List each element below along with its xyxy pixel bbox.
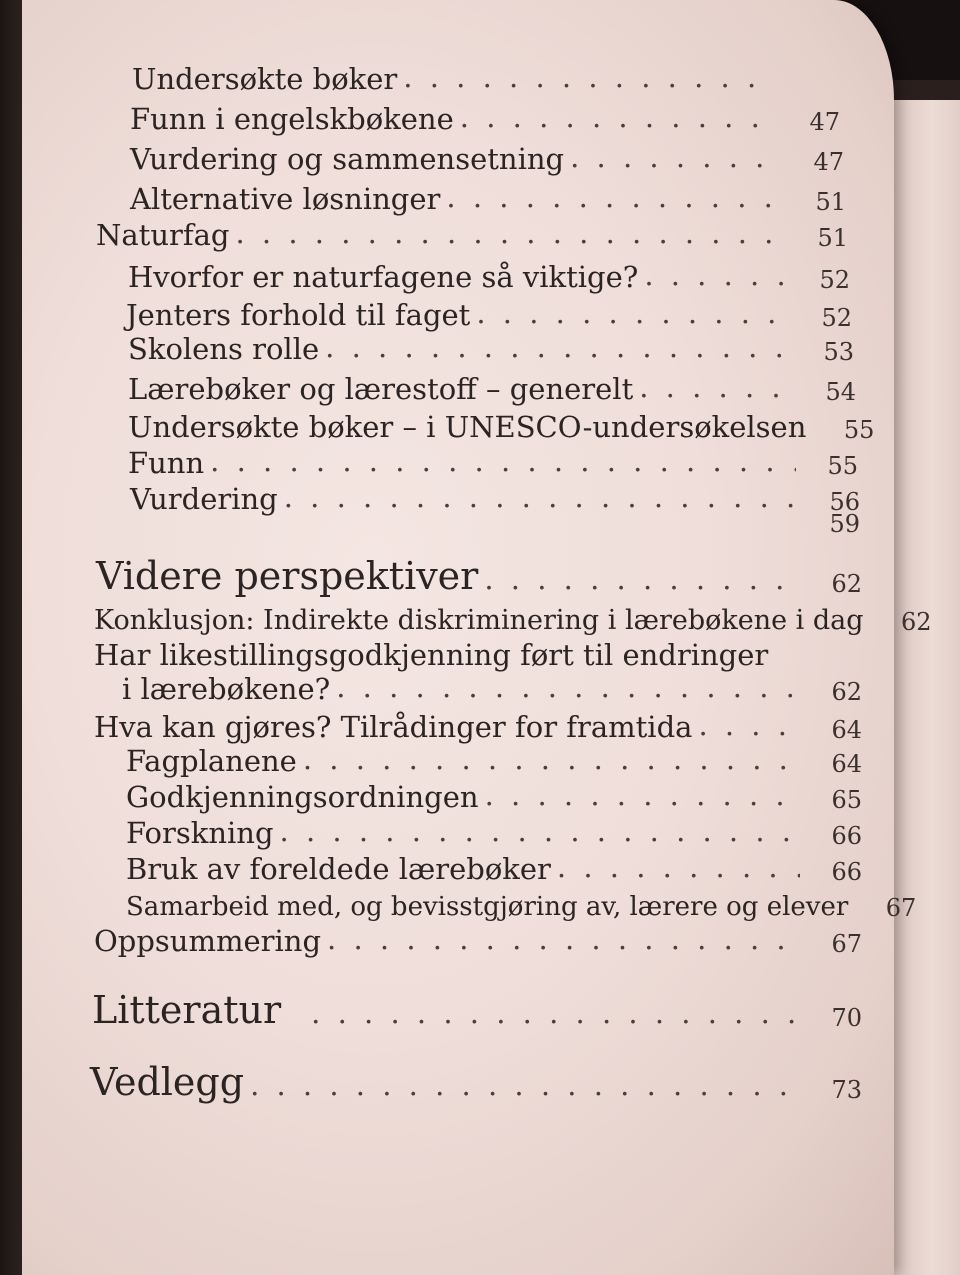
toc-entry-title: Jenters forhold til faget xyxy=(126,298,471,332)
toc-entry-page: 55 xyxy=(843,416,875,444)
toc-entry-title: Litteratur xyxy=(92,988,282,1032)
toc-entry-page: 64 xyxy=(831,716,862,744)
toc-leader-dots xyxy=(210,444,796,478)
toc-leader-dots xyxy=(644,258,788,292)
toc-entry xyxy=(128,440,858,480)
toc-entry-page: 62 xyxy=(831,678,862,706)
toc-leader-dots xyxy=(639,370,794,404)
toc-entry-page: 47 xyxy=(809,108,840,136)
toc-entry-title: Hva kan gjøres? Tilrådinger for framtida xyxy=(94,710,693,744)
toc-entry-title: Godkjenningsordningen xyxy=(126,780,479,814)
toc-entry-title: i lærebøkene? xyxy=(122,672,331,706)
toc-leader-dots xyxy=(250,1068,800,1102)
toc-entry-title: Har likestillingsgodkjenning ført til endringer xyxy=(94,638,769,672)
toc-entry-page: 64 xyxy=(831,750,862,778)
toc-leader-dots xyxy=(446,180,784,214)
toc-entry-title: Samarbeid med, og bevisstgjøring av, lærere og elever xyxy=(126,892,849,922)
toc-entry xyxy=(128,254,850,294)
toc-leader-dots xyxy=(311,996,800,1030)
toc-entry-page: 56 xyxy=(829,488,860,516)
toc-entry xyxy=(128,404,875,444)
toc-entry-page: 70 xyxy=(831,1004,862,1032)
toc-entry xyxy=(130,96,840,136)
toc-entry-title: Forskning xyxy=(126,816,274,850)
toc-entry xyxy=(130,176,846,216)
toc-entry-page: 52 xyxy=(819,266,850,294)
toc-leader-dots xyxy=(280,814,800,848)
toc-entry-page: 51 xyxy=(815,188,846,216)
toc-entry-page: 67 xyxy=(885,894,917,922)
toc-leader-dots xyxy=(325,330,792,364)
toc-leader-dots xyxy=(303,742,800,776)
toc-entry-title: Vurdering xyxy=(130,482,278,516)
book-page xyxy=(22,0,932,1275)
toc-entry xyxy=(126,774,862,814)
toc-entry-title: Konklusjon: Indirekte diskriminering i lærebøkene i dag xyxy=(94,605,864,636)
toc-entry xyxy=(126,882,917,922)
toc-leader-dots xyxy=(403,60,774,94)
toc-entry-page: 47 xyxy=(813,148,844,176)
toc-entry-title: Vurdering og sammensetning xyxy=(130,142,565,176)
toc-entry-page: 65 xyxy=(831,786,862,814)
toc-entry-page: 55 xyxy=(827,452,858,480)
toc-leader-dots xyxy=(235,216,786,250)
toc-entry-page: 52 xyxy=(821,304,852,332)
toc-leader-dots xyxy=(460,100,778,134)
toc-entry-page: 53 xyxy=(823,338,854,366)
toc-entry xyxy=(128,326,854,366)
toc-entry xyxy=(96,212,848,252)
toc-entry xyxy=(126,846,862,886)
toc-entry-page: 73 xyxy=(831,1076,862,1104)
toc-entry-title: Undersøkte bøker – i UNESCO-undersøkelsen xyxy=(128,410,807,444)
toc-entry-page: 67 xyxy=(831,930,862,958)
toc-entry-title: Fagplanene xyxy=(126,744,297,778)
toc-entry xyxy=(94,596,932,636)
toc-entry xyxy=(126,810,862,850)
toc-leader-dots xyxy=(570,140,782,174)
toc-leader-dots xyxy=(327,922,800,956)
toc-entry xyxy=(132,56,836,96)
toc-entry-page: 62 xyxy=(901,608,932,636)
toc-entry-title: Hvorfor er naturfagene så viktige? xyxy=(128,260,639,294)
toc-entry xyxy=(128,366,856,406)
toc-entry-page: 66 xyxy=(831,858,862,886)
toc-leader-dots xyxy=(336,670,800,704)
toc-entry xyxy=(130,136,844,176)
toc-entry-page: 62 xyxy=(831,570,862,598)
facing-page-edge xyxy=(890,100,960,1275)
toc-entry-page: 54 xyxy=(825,378,856,406)
toc-entry xyxy=(122,666,862,706)
table-of-contents xyxy=(22,0,932,1275)
toc-entry-title: Vedlegg xyxy=(90,1060,245,1104)
toc-leader-dots xyxy=(698,708,800,742)
toc-entry-title: Undersøkte bøker xyxy=(132,62,398,96)
toc-entry-title: Lærebøker og lærestoff – generelt xyxy=(128,372,634,406)
toc-section-entry xyxy=(90,1054,862,1104)
toc-entry-title: Funn xyxy=(128,446,205,480)
toc-leader-dots xyxy=(476,296,790,330)
toc-leader-dots xyxy=(484,562,800,596)
toc-leader-dots xyxy=(557,850,800,884)
toc-section-entry xyxy=(96,550,862,598)
toc-entry-title: Alternative løsninger xyxy=(130,182,441,216)
toc-entry-title: Videre perspektiver xyxy=(96,554,479,598)
toc-entry-page: 59 xyxy=(829,510,860,538)
toc-entry-title: Bruk av foreldede lærebøker xyxy=(126,852,551,886)
toc-entry-title: Naturfag xyxy=(96,218,230,252)
toc-entry xyxy=(130,498,860,538)
toc-entry xyxy=(94,918,862,958)
toc-entry-title: Skolens rolle xyxy=(128,332,320,366)
toc-section-entry xyxy=(92,982,862,1032)
toc-entry-page: 66 xyxy=(831,822,862,850)
toc-entry xyxy=(126,738,862,778)
toc-entry-title: Oppsummering xyxy=(94,924,322,958)
toc-leader-dots xyxy=(485,778,800,812)
toc-entry-title: Funn i engelskbøkene xyxy=(130,102,454,136)
toc-entry-page: 51 xyxy=(817,224,848,252)
